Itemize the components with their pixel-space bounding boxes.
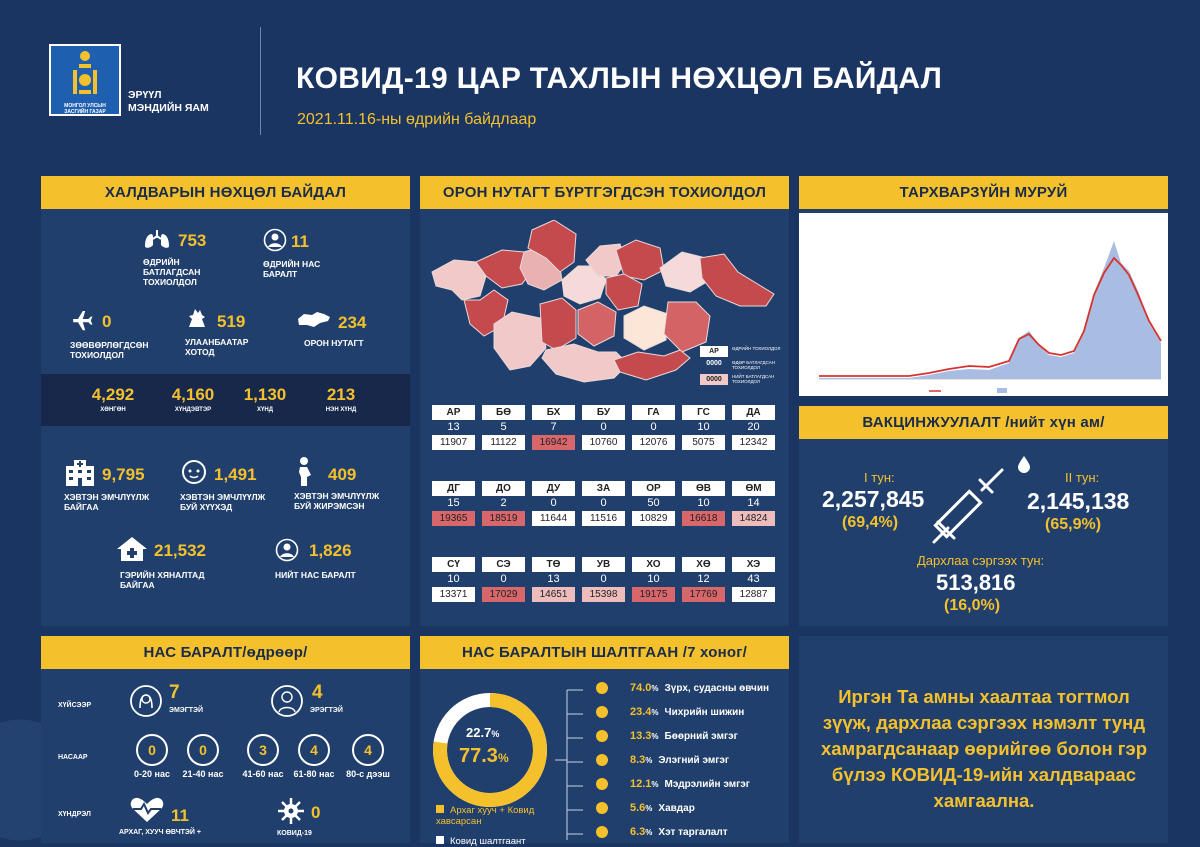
donut-small-sign: %	[491, 729, 500, 739]
donut-big-value: 77.3	[459, 745, 498, 767]
province-daily: 0	[500, 573, 507, 585]
male-label: ЭРЭГТЭЙ	[310, 707, 343, 714]
province-cell	[582, 405, 625, 450]
donut-small-value: 22.7	[466, 725, 492, 740]
by-complication-label: ХҮНДРЭЛ	[58, 811, 91, 818]
male-value: 4	[312, 682, 323, 703]
age-label: 0-20 нас	[134, 769, 170, 779]
person-circle-icon	[263, 228, 287, 252]
local-cases	[296, 311, 376, 348]
cause-percent: 6.3	[630, 826, 646, 838]
liver-icon	[596, 754, 608, 766]
causes-list	[596, 682, 786, 842]
age-group	[181, 734, 225, 779]
infection-title: ХАЛДВАРЫН НӨХЦӨЛ БАЙДАЛ	[41, 176, 410, 209]
cause-label: Бөөрний эмгэг	[664, 731, 738, 742]
regional-title: ОРОН НУТАГТ БҮРТГЭГДСЭН ТОХИОЛДОЛ	[420, 176, 789, 209]
home-monitoring	[116, 536, 216, 590]
province-total: 17029	[482, 587, 525, 602]
province-total: 19365	[432, 511, 475, 526]
daily-cases	[143, 228, 213, 287]
cause-item	[596, 826, 786, 838]
region-se-1	[664, 302, 710, 352]
cause-percent-sign: %	[645, 804, 653, 813]
age-count: 4	[352, 734, 384, 766]
region-c-2	[540, 298, 576, 350]
daily-deaths-label: ӨДРИЙН НАС БАРАЛТ	[263, 259, 321, 279]
local-value: 234	[338, 313, 367, 332]
cause-percent-sign: %	[651, 708, 659, 717]
ministry-name	[128, 89, 209, 115]
age-group	[130, 734, 174, 779]
logo-text: МОНГОЛ УЛСЫН ЗАСГИЙН ГАЗАР	[64, 103, 106, 115]
daily-deaths	[263, 228, 327, 279]
hospitalized	[64, 458, 164, 512]
pregnant-label: ХЭВТЭН ЭМЧЛҮҮЛЖ БУЙ ЖИРЭМСЭН	[294, 491, 380, 511]
deaths-title: НАС БАРАЛТ/өдрөөр/	[41, 636, 410, 669]
province-total: 16618	[682, 511, 725, 526]
region-s-2	[614, 350, 690, 380]
ministry-line2: МЭНДИЙН ЯАМ	[128, 102, 209, 114]
province-code: ДУ	[532, 481, 575, 496]
female-value: 7	[169, 682, 180, 703]
cause-percent-sign: %	[651, 684, 659, 693]
cause-percent: 5.6	[630, 802, 646, 814]
province-code: ХО	[632, 557, 675, 572]
region-e-2	[700, 254, 774, 306]
province-daily: 12	[697, 573, 710, 585]
epi-title: ТАРХВАРЗҮЙН МУРУЙ	[799, 176, 1168, 209]
severity-label: ХҮНДЭВТЭР	[174, 407, 212, 413]
age-count: 0	[187, 734, 219, 766]
age-count: 4	[298, 734, 330, 766]
age-group	[292, 734, 336, 779]
kidney-icon	[596, 730, 608, 742]
logo	[49, 44, 121, 116]
imported-value: 0	[102, 312, 112, 331]
province-code: ДГ	[432, 481, 475, 496]
region-c-4	[606, 274, 642, 310]
causes-bracket	[553, 688, 593, 843]
legend-text-2: ӨДӨР БАТЛАГДСАН ТОХИОЛДОЛ	[732, 360, 775, 370]
epi-legend-box	[997, 388, 1007, 393]
province-code: ДО	[482, 481, 525, 496]
region-c-5	[624, 306, 668, 350]
hospitalized-label: ХЭВТЭН ЭМЧЛҮҮЛЖ БАЙГАА	[64, 492, 150, 512]
daily-cases-value: 753	[178, 231, 207, 250]
heart-icon	[596, 682, 608, 694]
monument-icon	[185, 307, 213, 331]
province-cell	[632, 405, 675, 450]
airplane-icon	[70, 311, 96, 331]
province-daily: 10	[697, 497, 710, 509]
lungs-icon	[143, 228, 173, 250]
pregnant	[294, 456, 394, 511]
cause-percent: 23.4	[630, 706, 652, 718]
province-daily: 10	[647, 573, 660, 585]
legend-2-text: Ковид шалтгаант	[450, 836, 526, 847]
virus-icon	[277, 797, 305, 825]
covid-stat	[277, 797, 321, 837]
ministry-line1: ЭРҮҮЛ	[128, 89, 162, 101]
cause-percent-sign: %	[645, 756, 653, 765]
ulaanbaatar-cases	[185, 307, 255, 357]
province-cell	[432, 405, 475, 450]
cause-item	[596, 682, 786, 694]
province-cell	[532, 481, 575, 526]
cause-percent-sign: %	[651, 732, 659, 741]
cause-item	[596, 706, 786, 718]
dose2-label: II тун:	[1065, 470, 1100, 485]
province-daily: 13	[447, 421, 460, 433]
imported-cases	[70, 311, 160, 360]
vaccination-title: ВАКЦИНЖУУЛАЛТ /нийт хүн ам/	[799, 406, 1168, 439]
chronic-stat	[119, 796, 201, 836]
province-daily: 10	[447, 573, 460, 585]
region-c-3	[578, 302, 616, 346]
province-daily: 13	[547, 573, 560, 585]
province-code: АР	[432, 405, 475, 420]
booster-value: 513,816	[936, 570, 1016, 595]
province-total: 19175	[632, 587, 675, 602]
tumor-icon	[596, 802, 608, 814]
dose1-pct: (69,4%)	[842, 514, 899, 531]
cause-label: Элэгний эмгэг	[658, 755, 730, 766]
age-count: 3	[247, 734, 279, 766]
imported-label: ЗӨӨВӨРЛӨГДСӨН ТОХИОЛДОЛ	[70, 340, 149, 360]
body-icon	[596, 826, 608, 838]
province-daily: 2	[500, 497, 507, 509]
soyombo-icon	[51, 46, 119, 98]
legend-1-text: Архаг хууч + Ковид хавсарсан	[436, 805, 535, 827]
causes-legend-2	[436, 836, 566, 847]
province-cell	[632, 557, 675, 602]
cause-item	[596, 730, 786, 742]
epi-curve-chart	[799, 213, 1168, 396]
province-code: ГА	[632, 405, 675, 420]
province-total: 11907	[432, 435, 475, 450]
donut-small-pct	[466, 725, 499, 740]
province-code: ДА	[732, 405, 775, 420]
province-cell	[532, 405, 575, 450]
province-cell	[432, 557, 475, 602]
cause-item	[596, 802, 786, 814]
female-stat	[129, 682, 204, 723]
province-total: 14651	[532, 587, 575, 602]
booster-label: Дархлаа сэргээх тун:	[917, 553, 1045, 568]
province-cell	[482, 481, 525, 526]
header-divider	[260, 27, 261, 135]
by-gender-label: ХҮЙСЭЭР	[58, 702, 92, 709]
legend-code: АР	[700, 346, 728, 357]
province-code: ГС	[682, 405, 725, 420]
province-table	[432, 405, 782, 605]
severity-mild	[83, 385, 143, 415]
province-cell	[632, 481, 675, 526]
province-total: 15398	[582, 587, 625, 602]
province-total: 16942	[532, 435, 575, 450]
province-cell	[682, 557, 725, 602]
chronic-value: 11	[171, 806, 189, 825]
province-cell	[482, 405, 525, 450]
severity-critical	[311, 385, 371, 415]
severity-moderate	[163, 385, 223, 415]
cause-label: Хэт таргалалт	[658, 827, 728, 838]
covid-value: 0	[311, 803, 321, 822]
ulaanbaatar-label: УЛААНБААТАР ХОТОД	[185, 337, 249, 357]
province-code: ЗА	[582, 481, 625, 496]
pregnant-value: 409	[328, 465, 357, 484]
severity-label: НЭН ХҮНД	[325, 407, 357, 413]
house-icon	[116, 536, 148, 562]
province-code: ӨМ	[732, 481, 775, 496]
province-code: ХЭ	[732, 557, 775, 572]
cause-percent: 8.3	[630, 754, 646, 766]
home-value: 21,532	[154, 541, 206, 560]
page-title: КОВИД-19 ЦАР ТАХЛЫН НӨХЦӨЛ БАЙДАЛ	[296, 62, 943, 95]
cause-item	[596, 778, 786, 790]
province-daily: 50	[647, 497, 660, 509]
cause-percent: 13.3	[630, 730, 652, 742]
province-daily: 0	[650, 421, 657, 433]
person-circle-icon	[275, 538, 299, 562]
cause-item	[596, 754, 786, 766]
province-code: СҮ	[432, 557, 475, 572]
province-code: БХ	[532, 405, 575, 420]
cause-label: Мэдрэлийн эмгэг	[664, 779, 750, 790]
causes-title: НАС БАРАЛТЫН ШАЛТГААН /7 хоног/	[420, 636, 789, 669]
total-deaths-value: 1,826	[309, 541, 352, 560]
province-code: БУ	[582, 405, 625, 420]
female-label: ЭМЭГТЭЙ	[169, 707, 204, 714]
province-total: 10829	[632, 511, 675, 526]
province-daily: 0	[600, 573, 607, 585]
daily-deaths-value: 11	[291, 232, 309, 251]
hospital-icon	[64, 458, 96, 486]
province-daily: 7	[550, 421, 557, 433]
dose2-value: 2,145,138	[1027, 488, 1130, 514]
severity-value: 1,130	[243, 385, 287, 404]
causes-legend-1	[436, 805, 566, 827]
donut-big-pct	[459, 745, 509, 768]
heart-pulse-icon	[129, 796, 165, 824]
province-cell	[732, 481, 775, 526]
chronic-label: АРХАГ, ХУУЧ ӨВЧТЭЙ +	[119, 829, 201, 836]
legend-text-3: НИЙТ БАТЛАГДСАН ТОХИОЛДОЛ	[732, 374, 775, 384]
province-code: ТӨ	[532, 557, 575, 572]
mongolia-map-icon	[296, 311, 332, 329]
province-total: 18519	[482, 511, 525, 526]
dose1-label: I тун:	[864, 470, 895, 485]
province-daily: 10	[697, 421, 710, 433]
province-code: ОР	[632, 481, 675, 496]
province-code: ХӨ	[682, 557, 725, 572]
province-total: 14824	[732, 511, 775, 526]
age-count: 0	[136, 734, 168, 766]
total-deaths-label: НИЙТ НАС БАРАЛТ	[275, 570, 356, 580]
dose1-value: 2,257,845	[822, 486, 925, 512]
total-deaths	[275, 538, 375, 580]
booster-pct: (16,0%)	[944, 597, 1001, 614]
region-sw-1	[494, 312, 546, 370]
province-daily: 43	[747, 573, 760, 585]
daily-cases-label: ӨДРИЙН БАТЛАГДСАН ТОХИОЛДОЛ	[143, 257, 201, 287]
province-cell	[432, 481, 475, 526]
province-cell	[532, 557, 575, 602]
pregnant-icon	[294, 456, 316, 486]
home-label: ГЭРИЙН ХЯНАЛТАД БАЙГАА	[120, 570, 205, 590]
children	[180, 458, 275, 512]
province-total: 13371	[432, 587, 475, 602]
age-group	[241, 734, 285, 779]
severity-value: 213	[326, 385, 356, 404]
province-total: 11122	[482, 435, 525, 450]
province-total: 5075	[682, 435, 725, 450]
age-group	[346, 734, 390, 779]
region-west-1	[432, 260, 486, 300]
age-label: 21-40 нас	[182, 769, 224, 779]
province-total: 11516	[582, 511, 625, 526]
severity-label: ХҮНД	[257, 407, 273, 413]
covid-label: КОВИД-19	[277, 830, 312, 837]
donut-big-sign: %	[497, 751, 509, 765]
ulaanbaatar-value: 519	[217, 312, 246, 331]
severity-value: 4,160	[171, 385, 215, 404]
province-total: 12342	[732, 435, 775, 450]
province-daily: 14	[747, 497, 760, 509]
local-label: ОРОН НУТАГТ	[304, 338, 364, 348]
province-total: 10760	[582, 435, 625, 450]
province-cell	[582, 557, 625, 602]
children-value: 1,491	[214, 465, 257, 484]
cause-label: Зүрх, судасны өвчин	[664, 683, 770, 694]
cause-label: Чихрийн шижин	[664, 707, 745, 718]
hospitalized-value: 9,795	[102, 465, 145, 484]
province-cell	[682, 405, 725, 450]
cause-percent-sign: %	[651, 780, 659, 789]
province-total: 11644	[532, 511, 575, 526]
province-daily: 0	[600, 497, 607, 509]
legend-value-2: 0000	[700, 374, 728, 385]
message-text: Иргэн Та амны хаалтаа тогтмол зүүж, дархлаа сэргээх нэмэлт тунд хамрагдсанаар өөрийгөө болон гэр бүлээ КОВИД-19-ийн халдвараас хамгаална.	[820, 686, 1148, 811]
province-code: СЭ	[482, 557, 525, 572]
cause-percent-sign: %	[645, 828, 653, 837]
province-total: 12887	[732, 587, 775, 602]
brain-icon	[596, 778, 608, 790]
province-daily: 20	[747, 421, 760, 433]
age-label: 61-80 нас	[293, 769, 335, 779]
province-code: ӨВ	[682, 481, 725, 496]
province-daily: 5	[500, 421, 507, 433]
legend-text-1: ӨДРИЙН ТОХИОЛДОЛ	[732, 346, 781, 351]
province-total: 12076	[632, 435, 675, 450]
dose2-pct: (65,9%)	[1045, 516, 1102, 533]
cause-percent: 12.1	[630, 778, 652, 790]
province-cell	[582, 481, 625, 526]
severity-severe	[235, 385, 295, 415]
province-daily: 0	[550, 497, 557, 509]
severity-value: 4,292	[91, 385, 135, 404]
severity-label: ХӨНГӨН	[100, 407, 126, 413]
age-label: 80-с дээш	[346, 769, 390, 779]
province-cell	[682, 481, 725, 526]
children-label: ХЭВТЭН ЭМЧЛҮҮЛЖ БУЙ ХҮҮХЭД	[180, 492, 266, 512]
syringe-icon	[928, 452, 1038, 548]
province-cell	[482, 557, 525, 602]
cause-percent: 74.0	[630, 682, 652, 694]
province-daily: 0	[600, 421, 607, 433]
province-code: БӨ	[482, 405, 525, 420]
legend-value-1: 0000	[706, 360, 722, 367]
female-icon	[129, 684, 163, 718]
tube-icon	[596, 706, 608, 718]
cause-label: Хавдар	[658, 803, 695, 814]
age-label: 41-60 нас	[242, 769, 284, 779]
male-stat	[270, 682, 343, 723]
baby-icon	[180, 458, 208, 486]
legend-swatch-yellow	[436, 805, 444, 813]
province-total: 17769	[682, 587, 725, 602]
province-cell	[732, 557, 775, 602]
page-subtitle: 2021.11.16-ны өдрийн байдлаар	[297, 111, 537, 128]
province-cell	[732, 405, 775, 450]
province-daily: 15	[447, 497, 460, 509]
province-code: УВ	[582, 557, 625, 572]
by-age-label: НАСААР	[58, 754, 88, 761]
male-icon	[270, 684, 304, 718]
